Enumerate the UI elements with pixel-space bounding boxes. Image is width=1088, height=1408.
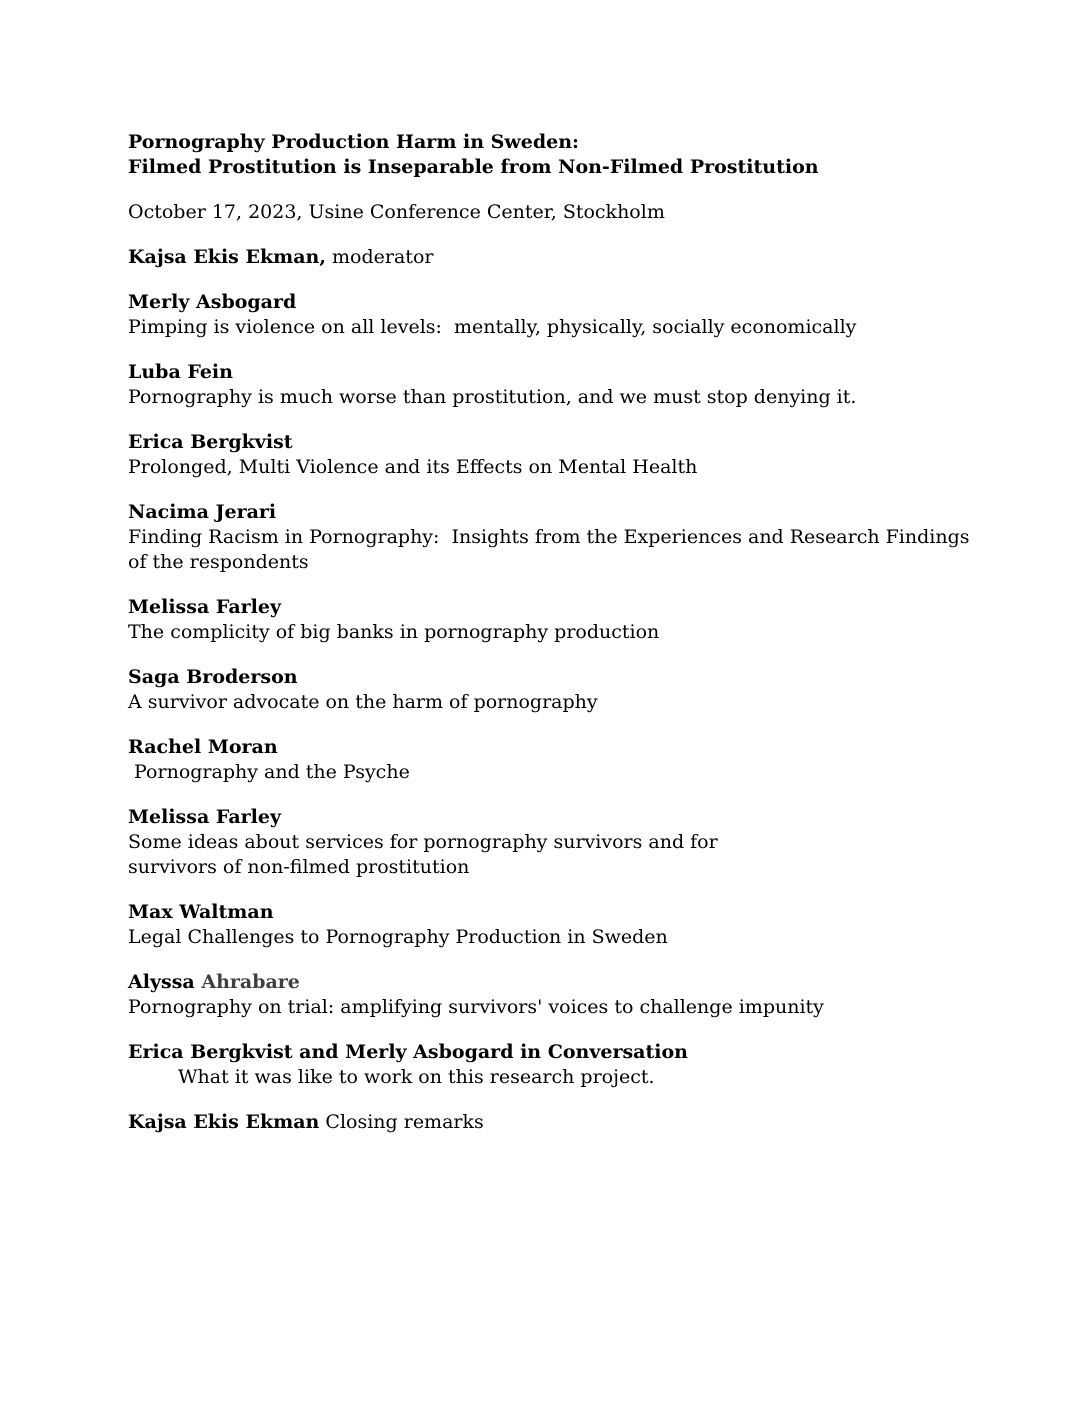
agenda-item [128,900,1008,950]
agenda-item [128,500,1008,575]
moderator-role: moderator [326,246,434,268]
speaker-name: Melissa Farley [128,806,281,828]
closing-remarks-label: Closing remarks [319,1111,484,1133]
agenda-item [128,735,1008,785]
talk-title: Pornography is much worse than prostitution, and we must stop denying it. [128,386,857,408]
document-title-line1: Pornography Production Harm in Sweden: [128,131,580,153]
agenda-item [128,290,1008,340]
agenda-item [128,1110,1008,1135]
speaker-name: Merly Asbogard [128,291,297,313]
speaker-name: Luba Fein [128,361,233,383]
agenda-item [128,805,1008,880]
talk-title: A survivor advocate on the harm of pornography [128,691,598,713]
speaker-name: Nacima Jerari [128,501,277,523]
speaker-name: Erica Bergkvist [128,431,293,453]
conversation-description: What it was like to work on this research project. [178,1066,655,1088]
agenda-item [128,970,1008,1020]
speaker-name: Saga Broderson [128,666,298,688]
conversation-heading: Erica Bergkvist and Merly Asbogard in Conversation [128,1041,688,1063]
event-date-location-text: October 17, 2023, Usine Conference Center, Stockholm [128,201,665,223]
talk-title-line2: survivors of non-filmed prostitution [128,856,470,878]
talk-title: Pornography and the Psyche [128,761,410,783]
speaker-name: Melissa Farley [128,596,281,618]
moderator-name: Kajsa Ekis Ekman, [128,246,326,268]
moderator-line [128,245,1008,270]
document-title-line2: Filmed Prostitution is Inseparable from Non-Filmed Prostitution [128,156,819,178]
document-title [128,130,1008,180]
talk-title: Pornography on trial: amplifying survivors' voices to challenge impunity [128,996,824,1018]
talk-title-line1: Some ideas about services for pornography survivors and for [128,831,718,853]
agenda-item [128,1040,1008,1090]
talk-title: Prolonged, Multi Violence and its Effects on Mental Health [128,456,698,478]
talk-title-line2: of the respondents [128,551,309,573]
speaker-name-part2: Ahrabare [201,971,300,993]
event-date-location [128,200,1008,225]
speaker-name: Rachel Moran [128,736,278,758]
talk-title: The complicity of big banks in pornography production [128,621,660,643]
agenda-item [128,595,1008,645]
talk-title-line1: Finding Racism in Pornography: Insights from the Experiences and Research Findings [128,526,970,548]
talk-title: Legal Challenges to Pornography Production in Sweden [128,926,668,948]
agenda-item [128,665,1008,715]
closing-remarks-line [128,1110,1008,1135]
agenda-item [128,360,1008,410]
talk-title: Pimping is violence on all levels: mentally, physically, socially economically [128,316,857,338]
moderator-text [128,245,1008,270]
speaker-name-part1: Alyssa [128,971,202,993]
closing-speaker-name: Kajsa Ekis Ekman [128,1111,320,1133]
speaker-name [128,970,1008,995]
agenda-item [128,430,1008,480]
document-page [128,130,1008,1155]
speaker-name: Max Waltman [128,901,274,923]
